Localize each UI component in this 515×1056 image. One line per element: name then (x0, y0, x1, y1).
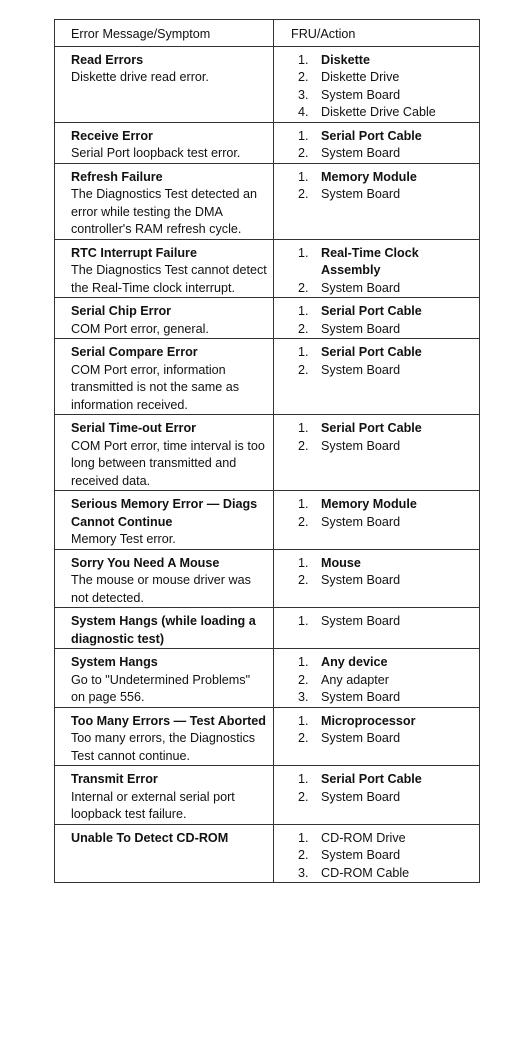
table-header-row (55, 20, 480, 47)
error-table (54, 19, 480, 883)
error-description: Too many errors, the Diagnostics Test cannot continue. (71, 731, 256, 763)
column-header-error-message: Error Message/Symptom (55, 20, 274, 47)
fru-action-text: Any adapter (321, 672, 389, 687)
error-message-cell (55, 298, 274, 339)
fru-action-text: Diskette Drive Cable (321, 105, 436, 119)
error-message-cell (55, 649, 274, 708)
fru-action-list (298, 830, 475, 883)
error-description: COM Port error, information transmitted is not the same as information received. (71, 362, 239, 412)
table-row (55, 549, 480, 608)
fru-action-text: Real-Time Clock Assembly (321, 245, 419, 277)
error-description: Internal or external serial port loopback test failure. (71, 789, 235, 821)
error-title: System Hangs (71, 655, 158, 669)
fru-action-text: Microprocessor (321, 713, 416, 728)
fru-action-number: 2. (298, 187, 309, 201)
error-message-cell (55, 766, 274, 825)
fru-action-item (298, 87, 475, 105)
fru-action-number: 1. (298, 830, 309, 845)
fru-action-number: 3. (298, 690, 309, 704)
fru-action-text: CD-ROM Cable (321, 865, 410, 880)
error-description: The Diagnostics Test cannot detect the Real-Time clock interrupt. (71, 263, 267, 295)
fru-action-list (298, 654, 475, 707)
fru-action-list (298, 344, 475, 379)
error-description: Diskette drive read error. (71, 70, 209, 84)
error-description: Memory Test error. (71, 532, 176, 546)
error-description: Serial Port loopback test error. (71, 146, 241, 160)
fru-action-item (298, 830, 475, 848)
error-message-cell (55, 824, 274, 883)
fru-action-text: Serial Port Cable (321, 304, 422, 318)
fru-action-number: 2. (298, 514, 309, 529)
error-description: COM Port error, general. (71, 321, 209, 336)
table-body (55, 46, 480, 883)
fru-action-number: 2. (298, 280, 309, 295)
fru-action-item (298, 186, 475, 204)
fru-action-item (298, 789, 475, 807)
fru-action-cell (274, 298, 480, 339)
fru-action-number: 3. (298, 865, 309, 880)
fru-action-list (298, 713, 475, 748)
error-description: The Diagnostics Test detected an error while testing the DMA controller's RAM refresh cycle. (71, 187, 257, 236)
fru-action-list (298, 52, 475, 122)
fru-action-cell (274, 163, 480, 239)
column-header-fru-action: FRU/Action (274, 20, 480, 47)
error-message-cell (55, 491, 274, 550)
fru-action-cell (274, 549, 480, 608)
fru-action-text: Diskette Drive (321, 70, 400, 84)
error-title: Serial Chip Error (71, 304, 172, 318)
fru-action-text: Serial Port Cable (321, 772, 422, 786)
error-title: Unable To Detect CD-ROM (71, 830, 229, 845)
fru-action-number: 2. (298, 672, 309, 687)
fru-action-item (298, 613, 475, 631)
fru-action-number: 1. (298, 772, 309, 786)
fru-action-text: System Board (321, 573, 401, 587)
fru-action-item (298, 713, 475, 731)
fru-action-item (298, 771, 475, 789)
fru-action-cell (274, 649, 480, 708)
error-title: Serial Compare Error (71, 345, 198, 359)
fru-action-text: Mouse (321, 555, 361, 570)
fru-action-number: 1. (298, 614, 309, 628)
fru-action-text: System Board (321, 321, 401, 336)
error-title: Sorry You Need A Mouse (71, 555, 220, 570)
error-title: Refresh Failure (71, 169, 163, 184)
table-row (55, 239, 480, 298)
fru-action-number: 1. (298, 655, 309, 669)
fru-action-cell (274, 608, 480, 649)
fru-action-item (298, 496, 475, 514)
fru-action-text: Memory Module (321, 169, 417, 184)
fru-action-text: System Board (321, 187, 401, 201)
fru-action-number: 2. (298, 362, 309, 377)
fru-action-cell (274, 707, 480, 766)
fru-action-number: 4. (298, 105, 309, 119)
fru-action-list (298, 555, 475, 590)
fru-action-item (298, 420, 475, 438)
fru-action-item (298, 280, 475, 298)
fru-action-text: System Board (321, 438, 401, 453)
fru-action-text: Any device (321, 655, 388, 669)
error-message-cell (55, 415, 274, 491)
fru-action-number: 2. (298, 321, 309, 336)
error-title: Serious Memory Error — Diags Cannot Continue (71, 497, 258, 529)
fru-action-cell (274, 491, 480, 550)
fru-action-item (298, 344, 475, 362)
fru-action-text: Memory Module (321, 497, 417, 511)
fru-action-item (298, 128, 475, 146)
error-title: Serial Time-out Error (71, 421, 197, 435)
fru-action-item (298, 69, 475, 87)
fru-action-cell (274, 46, 480, 122)
error-title: System Hangs (while loading a diagnostic test) (71, 614, 256, 646)
fru-action-text: System Board (321, 280, 401, 295)
table-row (55, 491, 480, 550)
error-description: COM Port error, time interval is too long between transmitted and received data. (71, 438, 265, 488)
error-message-cell (55, 339, 274, 415)
fru-action-item (298, 672, 475, 690)
fru-action-text: System Board (321, 146, 401, 160)
fru-action-text: System Board (321, 789, 401, 804)
fru-action-number: 2. (298, 848, 309, 862)
fru-action-item (298, 555, 475, 573)
fru-action-number: 3. (298, 87, 309, 102)
table-row (55, 298, 480, 339)
table-row (55, 766, 480, 825)
fru-action-number: 2. (298, 731, 309, 745)
fru-action-number: 1. (298, 128, 309, 143)
error-title: Transmit Error (71, 772, 158, 786)
fru-action-number: 1. (298, 345, 309, 359)
fru-action-number: 2. (298, 573, 309, 587)
error-message-cell (55, 163, 274, 239)
fru-action-list (298, 303, 475, 338)
fru-action-item (298, 865, 475, 883)
fru-action-number: 1. (298, 169, 309, 184)
table-row (55, 163, 480, 239)
fru-action-number: 1. (298, 713, 309, 728)
table-row (55, 339, 480, 415)
fru-action-item (298, 362, 475, 380)
fru-action-item (298, 514, 475, 532)
fru-action-item (298, 303, 475, 321)
error-title: Receive Error (71, 128, 153, 143)
fru-action-list (298, 613, 475, 631)
fru-action-item (298, 245, 475, 280)
fru-action-item (298, 52, 475, 70)
fru-action-text: Serial Port Cable (321, 421, 422, 435)
fru-action-text: Diskette (321, 52, 370, 67)
fru-action-cell (274, 339, 480, 415)
fru-action-list (298, 771, 475, 806)
fru-action-cell (274, 766, 480, 825)
fru-action-item (298, 847, 475, 865)
fru-action-cell (274, 122, 480, 163)
table-row (55, 122, 480, 163)
error-message-cell (55, 46, 274, 122)
error-message-cell (55, 239, 274, 298)
error-title: RTC Interrupt Failure (71, 245, 197, 260)
fru-action-cell (274, 824, 480, 883)
fru-action-number: 1. (298, 555, 309, 570)
fru-action-item (298, 689, 475, 707)
fru-action-number: 1. (298, 421, 309, 435)
table-row (55, 824, 480, 883)
error-message-cell (55, 122, 274, 163)
fru-action-list (298, 245, 475, 298)
fru-action-number: 2. (298, 789, 309, 804)
fru-action-cell (274, 239, 480, 298)
fru-action-item (298, 321, 475, 339)
fru-action-number: 2. (298, 70, 309, 84)
fru-action-item (298, 730, 475, 748)
table-row (55, 707, 480, 766)
table-row (55, 46, 480, 122)
error-message-cell (55, 608, 274, 649)
fru-action-item (298, 572, 475, 590)
error-description: Go to "Undetermined Problems" on page 556. (71, 672, 251, 704)
fru-action-text: Serial Port Cable (321, 345, 422, 359)
fru-action-text: System Board (321, 848, 401, 862)
fru-action-item (298, 438, 475, 456)
fru-action-item (298, 104, 475, 122)
table-row (55, 608, 480, 649)
fru-action-text: System Board (321, 614, 401, 628)
table-row (55, 415, 480, 491)
fru-action-list (298, 169, 475, 204)
error-title: Read Errors (71, 52, 144, 67)
error-description: The mouse or mouse driver was not detected. (71, 573, 251, 605)
fru-action-text: System Board (321, 87, 401, 102)
fru-action-number: 1. (298, 245, 309, 260)
fru-action-number: 1. (298, 52, 309, 67)
fru-action-text: System Board (321, 514, 401, 529)
fru-action-list (298, 128, 475, 163)
fru-action-text: System Board (321, 731, 401, 745)
table-row (55, 649, 480, 708)
fru-action-item (298, 145, 475, 163)
fru-action-text: System Board (321, 362, 401, 377)
error-message-cell (55, 549, 274, 608)
fru-action-number: 1. (298, 497, 309, 511)
fru-action-number: 2. (298, 146, 309, 160)
fru-action-number: 1. (298, 304, 309, 318)
fru-action-item (298, 169, 475, 187)
fru-action-list (298, 420, 475, 455)
fru-action-text: Serial Port Cable (321, 128, 422, 143)
fru-action-text: System Board (321, 690, 401, 704)
fru-action-number: 2. (298, 438, 309, 453)
error-message-cell (55, 707, 274, 766)
error-title: Too Many Errors — Test Aborted (71, 713, 266, 728)
fru-action-item (298, 654, 475, 672)
fru-action-list (298, 496, 475, 531)
fru-action-cell (274, 415, 480, 491)
fru-action-text: CD-ROM Drive (321, 830, 406, 845)
